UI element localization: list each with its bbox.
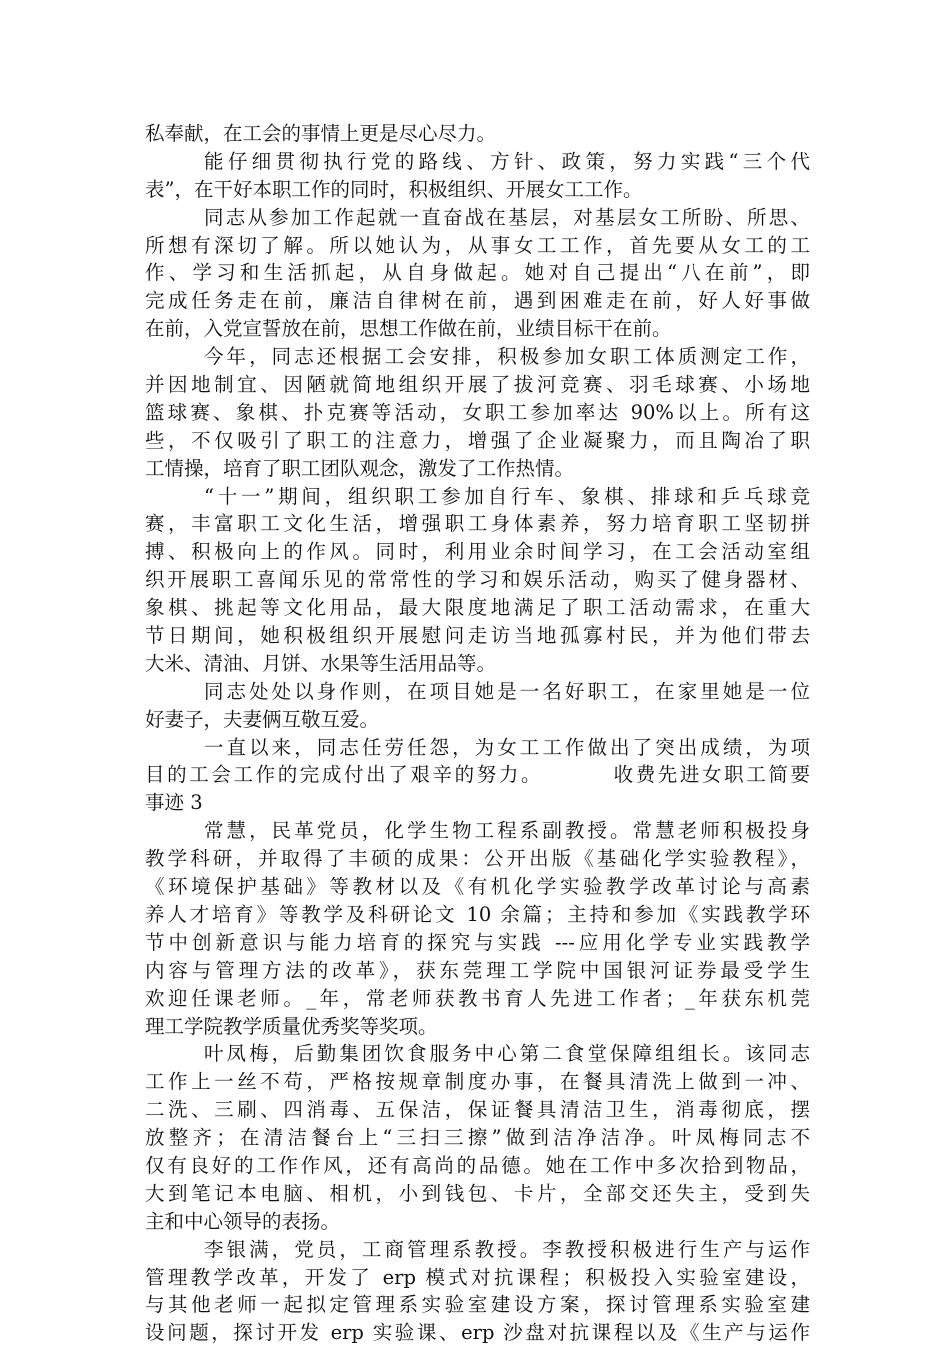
- text-line: 私奉献，在工会的事情上更是尽心尽力。: [145, 122, 497, 145]
- text-line: 完成任务走在前，廉洁自律树在前，遇到困难走在前，好人好事做: [145, 289, 810, 313]
- paragraph: [145, 734, 810, 818]
- paragraph: [145, 817, 810, 1040]
- text-line: “十一”期间，组织职工参加自行车、象棋、排球和乒乓球竞: [204, 484, 810, 508]
- text-line: 好妻子，夫妻俩互敬互爱。: [145, 707, 380, 731]
- text-line: 今年，同志还根据工会安排，积极参加女职工体质测定工作，: [204, 345, 810, 369]
- text-line: 大到笔记本电脑、相机，小到钱包、卡片，全部交还失主，受到失: [145, 1181, 810, 1205]
- text-line: 管理教学改革，开发了 erp 模式对抗课程；积极投入实验室建设，: [145, 1265, 810, 1289]
- text-line: 理工学院教学质量优秀奖等奖项。: [145, 1014, 438, 1038]
- text-line: 搏、积极向上的作风。同时，利用业余时间学习，在工会活动室组: [145, 540, 810, 564]
- text-line: 表”，在干好本职工作的同时，积极组织、开展女工工作。: [145, 177, 643, 201]
- text-line: 放整齐；在清洁餐台上“三扫三擦”做到洁净洁净。叶凤梅同志不: [145, 1126, 810, 1150]
- text-line: 同志处处以身作则，在项目她是一名好职工，在家里她是一位: [204, 679, 810, 703]
- paragraph: [145, 483, 810, 678]
- text-line: 篮球赛、象棋、扑克赛等活动，女职工参加率达 90%以上。所有这: [145, 400, 810, 424]
- text-line: 主和中心领导的表扬。: [145, 1209, 341, 1233]
- text-line: 教学科研，并取得了丰硕的成果：公开出版《基础化学实验教程》，: [145, 847, 810, 871]
- text-line: 欢迎任课老师。_年，常老师获教书育人先进工作者；_年获东机莞: [145, 986, 810, 1010]
- text-line: 所想有深切了解。所以她认为，从事女工工作，首先要从女工的工: [145, 233, 810, 257]
- text-line: 象棋、挑起等文化用品，最大限度地满足了职工活动需求，在重大: [145, 596, 810, 620]
- paragraph: [145, 1236, 810, 1347]
- paragraph: [145, 148, 810, 204]
- paragraph: [145, 1040, 810, 1235]
- text-line: 并因地制宜、因陋就简地组织开展了拔河竞赛、羽毛球赛、小场地: [145, 373, 810, 397]
- text-line: 作、学习和生活抓起，从自身做起。她对自己提出“八在前”，即: [145, 261, 810, 285]
- text-line: 同志从参加工作起就一直奋战在基层，对基层女工所盼、所思、: [204, 205, 810, 229]
- text-line: 在前，入党宣誓放在前，思想工作做在前，业绩目标干在前。: [145, 317, 672, 341]
- paragraph: [145, 204, 810, 343]
- text-line: 二洗、三刷、四消毒、五保洁，保证餐具清洁卫生，消毒彻底，摆: [145, 1098, 810, 1122]
- text-line: 工情操，培育了职工团队观念，激发了工作热情。: [145, 456, 575, 480]
- text-line: 目的工会工作的完成付出了艰辛的努力。 收费先进女职工简要: [145, 763, 810, 787]
- text-line: 能仔细贯彻执行党的路线、方针、政策，努力实践“三个代: [204, 149, 810, 173]
- text-line: 常慧，民革党员，化学生物工程系副教授。常慧老师积极投身: [204, 819, 810, 843]
- text-line: 事迹 3: [145, 791, 203, 815]
- text-line: 《环境保护基础》等教材以及《有机化学实验教学改革讨论与高素: [145, 875, 810, 899]
- text-line: 一直以来，同志任劳任怨，为女工工作做出了突出成绩，为项: [204, 735, 810, 759]
- text-line: 节日期间，她积极组织开展慰问走访当地孤寡村民，并为他们带去: [145, 624, 810, 648]
- paragraph: [145, 678, 810, 734]
- text-line: 仅有良好的工作作风，还有高尚的品德。她在工作中多次拾到物品，: [145, 1153, 810, 1177]
- document-body-text: [145, 120, 810, 1347]
- text-line: 工作上一丝不苟，严格按规章制度办事，在餐具清洗上做到一冲、: [145, 1070, 810, 1094]
- paragraph: [145, 343, 810, 482]
- text-line: 叶凤梅，后勤集团饮食服务中心第二食堂保障组组长。该同志: [204, 1042, 810, 1066]
- text-line: 赛，丰富职工文化生活，增强职工身体素养，努力培育职工坚韧拼: [145, 512, 810, 536]
- text-line: 大米、清油、月饼、水果等生活用品等。: [145, 651, 497, 675]
- text-line: 些，不仅吸引了职工的注意力，增强了企业凝聚力，而且陶冶了职: [145, 428, 810, 452]
- text-line: 织开展职工喜闻乐见的常常性的学习和娱乐活动，购买了健身器材、: [145, 568, 810, 592]
- text-line: 内容与管理方法的改革》，获东莞理工学院中国银河证券最受学生: [145, 958, 810, 982]
- text-line: 李银满，党员，工商管理系教授。李教授积极进行生产与运作: [204, 1237, 810, 1261]
- text-line: 节中创新意识与能力培育的探究与实践 ---应用化学专业实践教学: [145, 930, 810, 954]
- text-line: 与其他老师一起拟定管理系实验室建设方案，探讨管理系实验室建: [145, 1293, 810, 1317]
- paragraph: [145, 120, 810, 148]
- text-line: 养人才培育》等教学及科研论文 10 余篇；主持和参加《实践教学环: [145, 902, 810, 926]
- text-line: 设问题，探讨开发 erp 实验课、erp 沙盘对抗课程以及《生产与运作: [145, 1321, 810, 1345]
